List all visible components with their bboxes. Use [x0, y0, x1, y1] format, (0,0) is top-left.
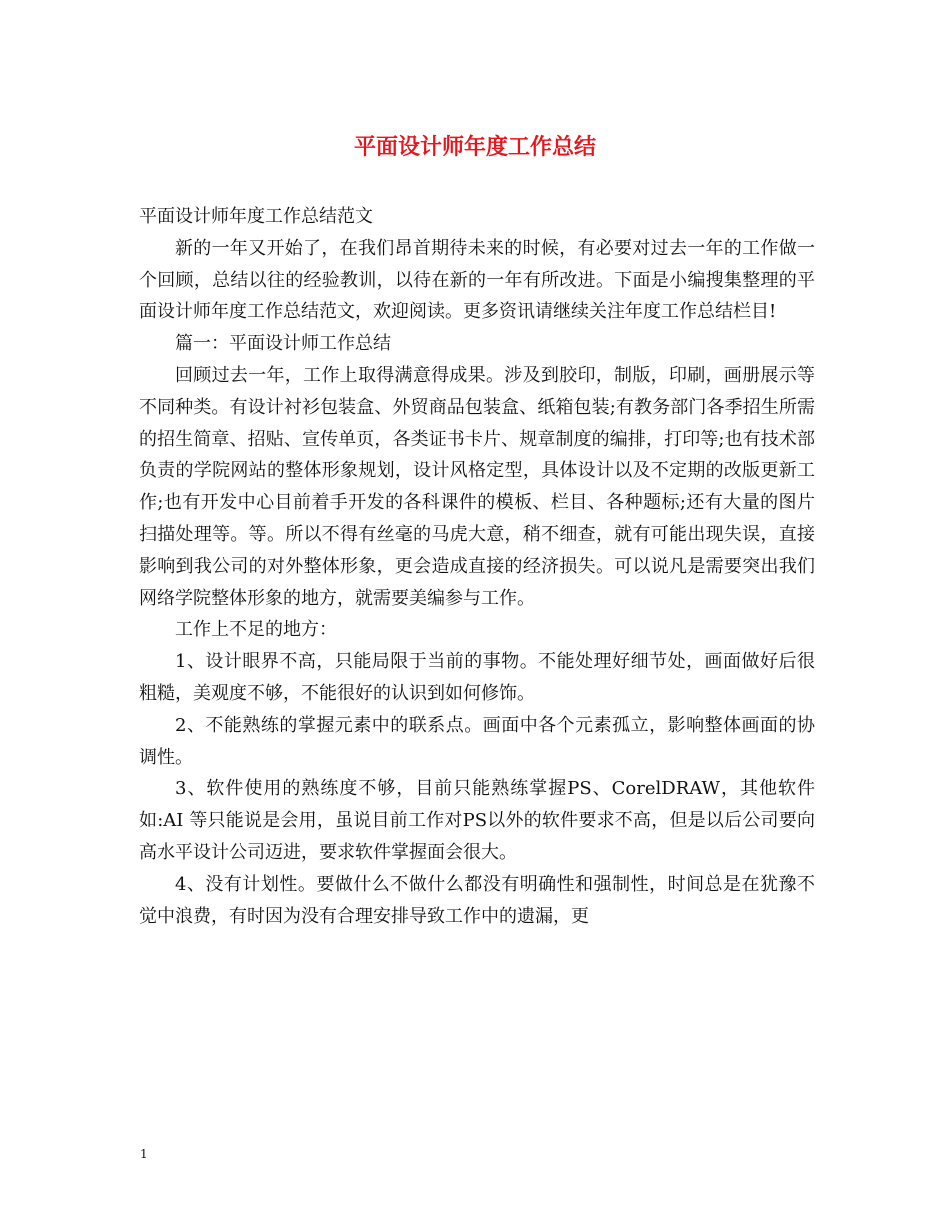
document-title: 平面设计师年度工作总结	[353, 135, 596, 160]
section-heading: 篇一：平面设计师工作总结	[175, 333, 391, 355]
page-number: 1	[140, 1147, 148, 1161]
shortcoming-item-4: 4、没有计划性。要做什么不做什么都没有明确性和强制性，时间总是在犹豫不觉中浪费，有时因为没有合理安排导致工作中的遗漏，更	[139, 873, 815, 927]
intro-paragraph: 新的一年又开始了，在我们昂首期待未来的时候，有必要对过去一年的工作做一个回顾，总结以往的经验教训，以待在新的一年有所改进。下面是小编搜集整理的平面设计师年度工作总结范文，欢迎阅读。更多资讯请继续关注年度工作总结栏目!	[139, 237, 815, 323]
shortcoming-item-3: 3、软件使用的熟练度不够，目前只能熟练掌握PS、CorelDRAW，其他软件如:AI 等只能说是会用，虽说目前工作对PS以外的软件要求不高，但是以后公司要向高水平设计公司迈进，要求软件掌握面会很大。	[139, 778, 815, 863]
subtitle-paragraph: 平面设计师年度工作总结范文	[139, 206, 373, 227]
shortcoming-item-1: 1、设计眼界不高，只能局限于当前的事物。不能处理好细节处，画面做好后很粗糙，美观度不够，不能很好的认识到如何修饰。	[139, 651, 815, 704]
shortcomings-heading: 工作上不足的地方：	[175, 619, 337, 641]
review-paragraph: 回顾过去一年，工作上取得满意得成果。涉及到胶印，制版，印刷，画册展示等不同种类。有设计衬衫包装盒、外贸商品包装盒、纸箱包装;有教务部门各季招生所需的招生简章、招贴、宣传单页，各类证书卡片、规章制度的编排，打印等;也有技术部负责的学院网站的整体形象规划，设计风格定型，具体设计以及不定期的改版更新工作;也有开发中心目前着手开发的各科课件的模板、栏目、各种题标;还有大量的图片扫描处理等。等。所以不得有丝毫的马虎大意，稍不细查，就有可能出现失误，直接影响到我公司的对外整体形象，更会造成直接的经济损失。可以说凡是需要突出我们网络学院整体形象的地方，就需要美编参与工作。	[139, 364, 815, 609]
document-body	[139, 201, 815, 932]
shortcoming-item-2: 2、不能熟练的掌握元素中的联系点。画面中各个元素孤立，影响整体画面的协调性。	[139, 714, 815, 768]
